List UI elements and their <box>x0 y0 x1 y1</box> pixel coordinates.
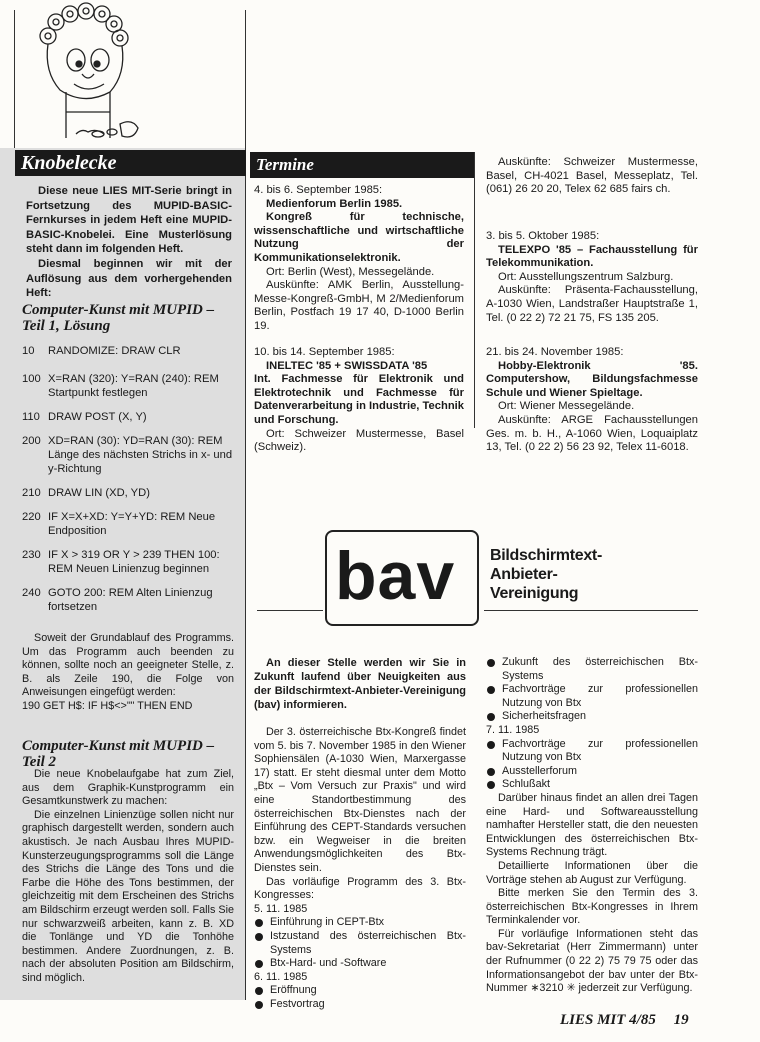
event-3: 3. bis 5. Oktober 1985: TELEXPO '85 – Fachausstellung für Telekommunikation. Ort: Ausstellungszentrum Salzburg. Auskünfte: Präsenta-Fachausstellung, A-1030 Wien, Landstraßer Hauptstraße 1, Tel. (0 22 2) 72 21 75, FS 135 205. <box>486 230 698 324</box>
program-item: Fachvorträge zur professionellen Nutzung von Btx <box>486 683 698 710</box>
paragraph: Bitte merken Sie den Termin des 3. österreichischen Btx-Kongresses in Ihrem Terminkalender vor. <box>486 887 698 927</box>
intro-paragraph: Diesmal beginnen wir mit der Auflösung aus dem vorhergehenden Heft: <box>26 257 232 300</box>
code-snippet: 190 GET H$: IF H$<>"" THEN END <box>22 699 193 712</box>
task-heading: Computer-Kunst mit MUPID – Teil 2 <box>22 738 215 770</box>
bav-name: Bildschirmtext- Anbieter- Vereinigung <box>490 547 602 602</box>
event-4: 21. bis 24. November 1985: Hobby-Elektronik '85. Computershow, Bildungsfachmesse Schule und Wiener Spieltage. Ort: Wiener Messegelände. Auskünfte: ARGE Fachausstellungen Ges. m. b. H., A-1060 Wien, Loquaiplatz 13, Tel. (0 22 2) 56 23 92, Telex 11-6018. <box>486 346 698 454</box>
intro-paragraph: Diese neue LIES MIT-Serie bringt in Fortsetzung des MUPID-BASIC-Fernkurses in jedem Heft eine MUPID-BASIC-Knobelei. Eine Musterlösung steht dann im folgenden Heft. <box>26 185 232 256</box>
paragraph: Die neue Knobelaufgabe hat zum Ziel, aus dem Graphik-Kunstprogramm ein Gesamtkunstwerk zu machen: <box>22 768 234 808</box>
magazine-issue: LIES MIT 4/85 <box>560 1012 656 1028</box>
paragraph: Für vorläufige Informationen steht das bav-Sekretariat (Herr Zimmermann) unter der Rufnummer (0 22 2) 75 79 75 oder das Informationsangebot der bav unter der Btx-Nummer ∗3210 ✳ jederzeit zur Verfügung. <box>486 927 698 995</box>
program-item: Istzustand des österreichischen Btx-Systems <box>254 930 466 957</box>
program-item: Einführung in CEPT-Btx <box>254 916 466 930</box>
program-day: 7. 11. 1985 <box>486 723 540 736</box>
program-day: 5. 11. 1985 <box>254 902 308 915</box>
solution-heading: Computer-Kunst mit MUPID – Teil 1, Lösung <box>22 302 215 334</box>
knobelecke-title: Knobelecke <box>15 150 246 176</box>
program-item: Zukunft des österreichischen Btx-Systems <box>486 656 698 683</box>
logo-rule <box>257 610 323 611</box>
column-border <box>14 10 15 148</box>
code-line: 240 GOTO 200: REM Alten Linienzug fortsetzen <box>22 587 213 613</box>
event-2-info: Auskünfte: Schweizer Mustermesse, Basel, CH-4021 Basel, Messeplatz, Tel. (061) 26 20 20, Telex 62 685 fairs ch. <box>486 156 698 196</box>
column-border <box>474 152 475 428</box>
code-line: 230 IF X > 319 OR Y > 239 THEN 100: REM Neuen Linienzug beginnen <box>22 549 220 575</box>
paragraph: Darüber hinaus findet an allen drei Tagen eine Hard- und Softwareausstellung namhafter Hersteller statt, die den neuesten Entwicklungen des österreichischen Btx-Systems Rechnung trägt. <box>486 791 698 859</box>
logo-rule <box>484 610 698 611</box>
code-line: 100 X=RAN (320): Y=RAN (240): REM Startpunkt festlegen <box>22 373 219 399</box>
program-item: Fachvorträge zur professionellen Nutzung von Btx <box>486 738 698 765</box>
program-item: Sicherheitsfragen <box>486 710 698 724</box>
program-item: Btx-Hard- und -Software <box>254 957 466 971</box>
code-line: 200 XD=RAN (30): YD=RAN (30): REM Länge des nächsten Strichs in x- und y-Richtung <box>22 435 233 475</box>
paragraph: Soweit der Grundablauf des Programms. Um das Programm auch beenden zu können, sollte noch an geeigneter Stelle, z. B. als Zeile 190, die Folge von Anweisungen eingefügt werden: <box>22 632 234 699</box>
knobelecke-intro <box>26 184 232 301</box>
bav-column-2 <box>486 656 698 996</box>
program-item: Eröffnung <box>254 984 466 998</box>
mascot-illustration <box>26 2 156 144</box>
paragraph: Detaillierte Informationen über die Vorträge stehen ab August zur Verfügung. <box>486 859 698 886</box>
bav-intro: An dieser Stelle werden wir Sie in Zukunft laufend über Neuigkeiten aus der Bildschirmtext-Anbieter-Vereinigung (bav) informieren. <box>254 657 466 711</box>
code-listing <box>22 344 234 614</box>
code-line: 10 RANDOMIZE: DRAW CLR <box>22 345 181 357</box>
paragraph: Die einzelnen Linienzüge sollen nicht nur graphisch dargestellt werden, sondern auch akustisch. Je nach Ausbau Ihres MUPID-Kunsterzeugungsprogramms soll die Länge des Strichs die Länge des Tons und die Farbe die Höhe des Tons bestimmen, der gleichzeitig mit dem Erscheinen des Strichs am Bildschirm erzeugt werden soll. Falls Sie nur schwarzweiß arbeiten, kann z. B. XD die Tonlänge und YD die Tonhöhe bestimmen. Andere Zuordnungen, z. B. nach der absoluten Position am Bildschirm, sind möglich. <box>22 808 234 984</box>
paragraph: Das vorläufige Programm des 3. Btx-Kongresses: <box>254 875 466 902</box>
code-line: 110 DRAW POST (X, Y) <box>22 411 147 423</box>
program-item: Ausstellerforum <box>486 765 698 779</box>
bav-column-1 <box>254 656 466 1011</box>
page-footer <box>560 1012 689 1029</box>
page-number: 19 <box>673 1012 689 1028</box>
bav-logo-box <box>325 530 479 626</box>
termine-title: Termine <box>250 152 474 178</box>
code-line: 220 IF X=X+XD: Y=Y+YD: REM Neue Endposition <box>22 511 216 537</box>
event-1: 4. bis 6. September 1985: Medienforum Berlin 1985. Kongreß für technische, wissenschaftliche und wirtschaftliche Nutzung der Kommunikationselektronik. Ort: Berlin (West), Messegelände. Auskünfte: AMK Berlin, Ausstellung-Messe-Kongreß-GmbH, M 2/Medienforum Berlin, Postfach 19 17 40, D-1000 Berlin 19. <box>254 184 464 332</box>
solution-text <box>22 632 234 714</box>
program-day: 6. 11. 1985 <box>254 970 308 983</box>
task-text <box>22 768 234 986</box>
event-2: 10. bis 14. September 1985: INELTEC '85 + SWISSDATA '85 Int. Fachmesse für Elektronik und Elektrotechnik und Fachmesse für Datenverarbeitung in Industrie, Technik und Forschung. Ort: Schweizer Mustermesse, Basel (Schweiz). <box>254 346 464 454</box>
code-line: 210 DRAW LIN (XD, YD) <box>22 487 150 499</box>
bav-logo: bav <box>335 538 456 614</box>
program-item: Schlußakt <box>486 778 698 792</box>
program-item: Festvortrag <box>254 998 466 1012</box>
paragraph: Der 3. österreichische Btx-Kongreß findet vom 5. bis 7. November 1985 in den Wiener Sophiensälen (A-1030 Wien, Marxergasse 17) statt. Er steht diesmal unter dem Motto „Btx – Vom Versuch zur Praxis" und wird eine Standortbestimmung des österreichischen Btx-Dienstes nach der Einführung des CEPT-Standards versuchen bzw. ein Wegweiser in die breiten Anwendungsmöglichkeiten des Btx-Dienstes sein. <box>254 726 466 874</box>
